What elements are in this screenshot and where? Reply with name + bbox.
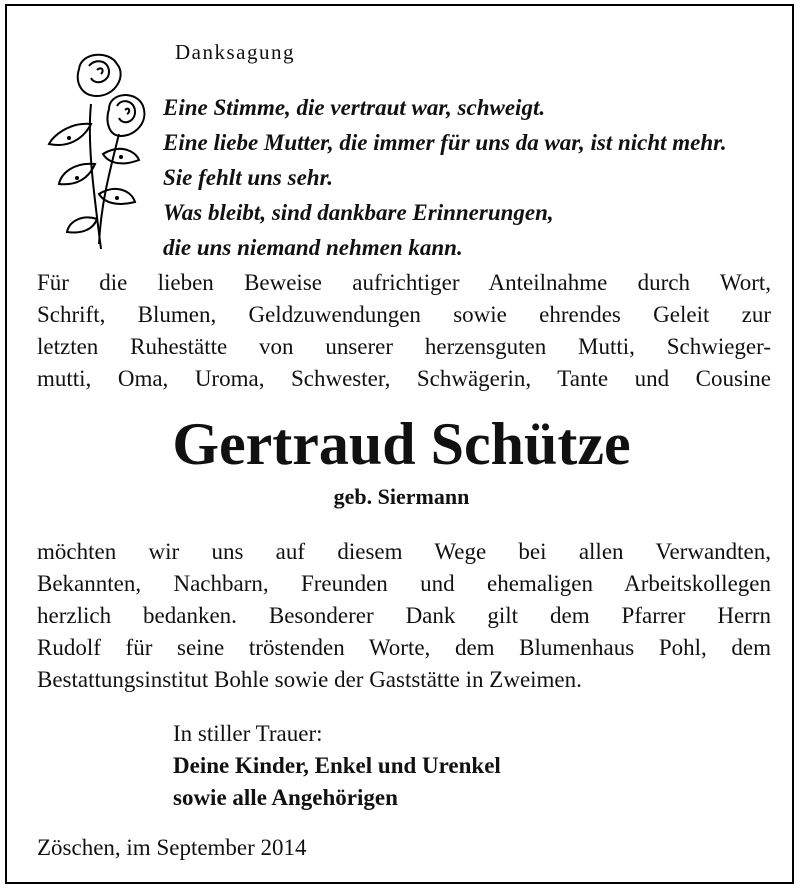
intro-line: Für die lieben Beweise aufrichtiger Anteilnahme durch Wort, (37, 270, 771, 295)
thanks-line: herzlich bedanken. Besonderer Dank gilt dem Pfarrer Herrn (37, 603, 771, 628)
thanks-paragraph (37, 536, 771, 696)
intro-line: letzten Ruhestätte von unserer herzensguten Mutti, Schwieger- (37, 334, 771, 359)
thanks-line: Bekannten, Nachbarn, Freunden und ehemaligen Arbeitskollegen (37, 571, 771, 596)
signature-block (173, 718, 501, 814)
poem-line: Eine Stimme, die vertraut war, schweigt. (163, 95, 546, 120)
deceased-name: Gertraud Schütze (172, 411, 631, 477)
intro-paragraph (37, 267, 771, 395)
mourner-line: Deine Kinder, Enkel und Urenkel (173, 753, 501, 778)
intro-line: mutti, Oma, Uroma, Schwester, Schwägerin, Tante und Cousine (37, 366, 771, 391)
thanks-line: Bestattungsinstitut Bohle sowie der Gaststätte in Zweimen. (37, 667, 582, 692)
poem-line: die uns niemand nehmen kann. (163, 235, 463, 260)
poem (163, 90, 727, 265)
poem-line: Was bleibt, sind dankbare Erinnerungen, (163, 200, 554, 225)
thanks-line: Rudolf für seine tröstenden Worte, dem Blumenhaus Pohl, dem (37, 635, 771, 660)
place-date: Zöschen, im September 2014 (37, 835, 307, 860)
thanks-line: möchten wir uns auf diesem Wege bei allen Verwandten, (37, 539, 771, 564)
poem-line: Eine liebe Mutter, die immer für uns da war, ist nicht mehr. (163, 130, 727, 155)
rose-icon (39, 44, 149, 254)
notice-heading: Danksagung (175, 40, 295, 64)
maiden-name: geb. Siermann (333, 484, 470, 509)
obituary-notice (5, 4, 794, 884)
mourning-label: In stiller Trauer: (173, 721, 323, 746)
poem-line: Sie fehlt uns sehr. (163, 165, 333, 190)
intro-line: Schrift, Blumen, Geldzuwendungen sowie ehrendes Geleit zur (37, 302, 771, 327)
mourner-line: sowie alle Angehörigen (173, 785, 398, 810)
